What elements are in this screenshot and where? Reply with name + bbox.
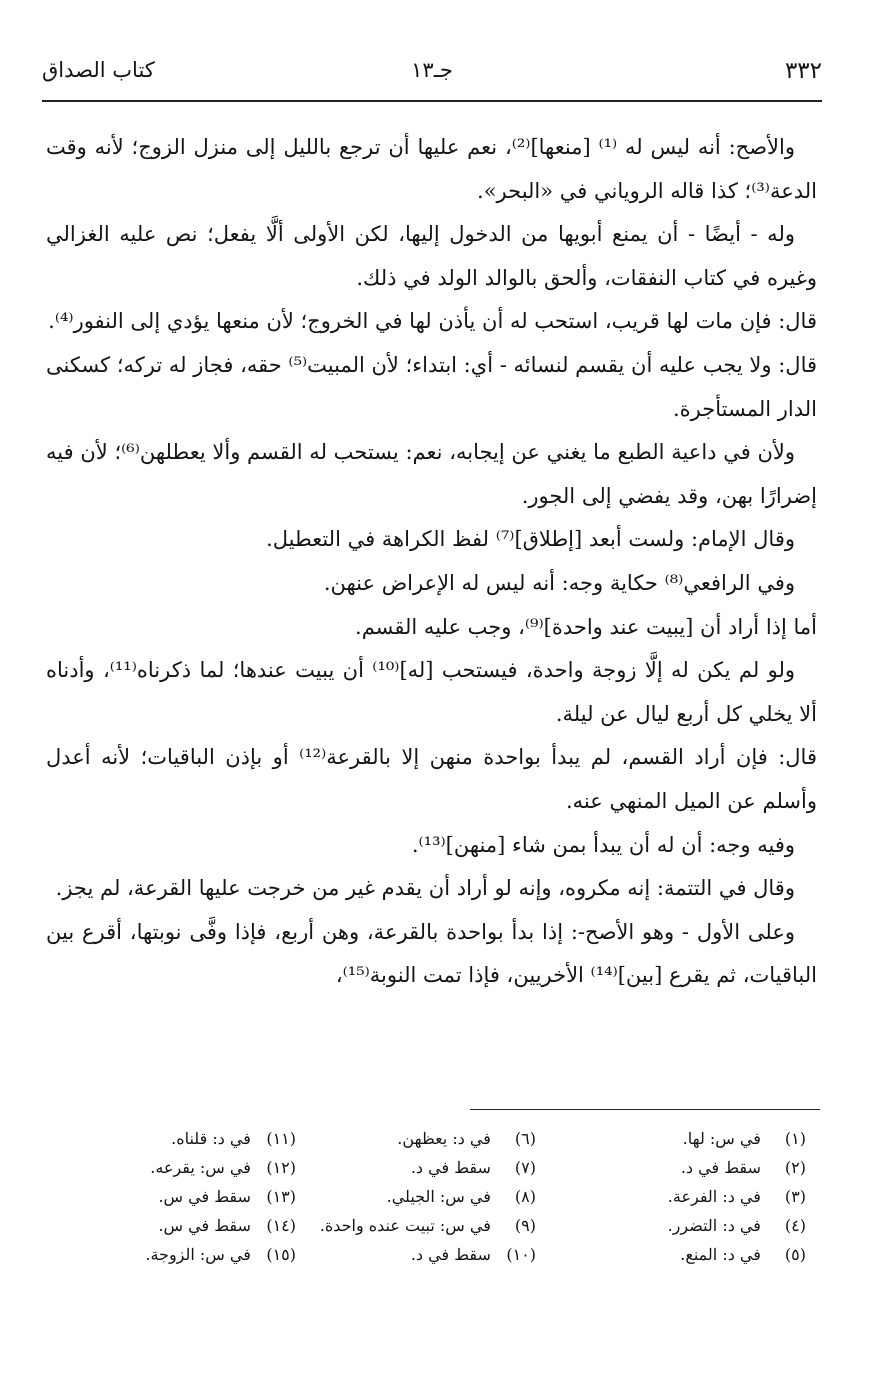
footnote-number: (٢) [784,1158,806,1177]
paragraph: وعلى الأول - وهو الأصح-: إذا بدأ بواحدة بالقرعة، وهن أربع، فإذا وفَّى نوبتها، أقرع بين الباقيات، ثم يقرع [بين]⁽¹⁴⁾ الأخريين، فإذا تمت النوبة⁽¹⁵⁾، [46,919,817,988]
footnote-text: في د: يعظهن. [397,1129,491,1148]
paragraph: والأصح: أنه ليس له ⁽¹⁾ [منعها]⁽²⁾، نعم عليها أن ترجع بالليل إلى منزل الزوج؛ لأنه وقت الدعة⁽³⁾؛ كذا قاله الروياني في «البحر». [46,135,817,203]
footnote [61,1211,296,1240]
footnote-number: (١) [784,1129,806,1148]
footnote-text: في س: الجيلي. [386,1187,491,1206]
footnote-text: سقط في س. [158,1216,251,1235]
footnote-number: (١٤) [266,1216,296,1235]
footnote-number: (٣) [784,1187,806,1206]
footnote-column [301,1124,536,1269]
paragraph: أما إذا أراد أن [يبيت عند واحدة]⁽⁹⁾، وجب عليه القسم. [355,614,817,639]
footnote-number: (٥) [784,1245,806,1264]
paragraph: قال: فإن مات لها قريب، استحب له أن يأذن لها في الخروج؛ لأن منعها يؤدي إلى النفور⁽⁴⁾. [48,309,817,334]
paragraph: وفي الرافعي⁽⁸⁾ حكاية وجه: أنه ليس له الإعراض عنهن. [323,570,795,595]
footnote-text: في س: لها. [682,1129,761,1148]
footnote [301,1240,536,1269]
footnote-column [571,1124,806,1269]
footnote-column [61,1124,296,1269]
footnote-number: (١٢) [266,1158,296,1177]
footnote-text: سقط في د. [410,1245,491,1264]
footnote [571,1153,806,1182]
footnote-text: سقط في د. [410,1158,491,1177]
footnote-number: (٨) [514,1187,536,1206]
footnote-number: (١٣) [266,1187,296,1206]
paragraph: ولأن في داعية الطبع ما يغني عن إيجابه، نعم: يستحب له القسم وألا يعطلهن⁽⁶⁾؛ لأن فيه إضرارًا بهن، وقد يفضي إلى الجور. [46,440,817,508]
footnote [61,1153,296,1182]
paragraph: ولو لم يكن له إلَّا زوجة واحدة، فيستحب [له]⁽¹⁰⁾ أن يبيت عندها؛ لما ذكرناه⁽¹¹⁾، وأدناه ألا يخلي كل أربع ليال عن ليلة. [46,658,817,726]
volume-label: جـ١٣ [411,58,453,82]
page-number: ٣٣٢ [784,58,822,84]
footnote-number: (٦) [514,1129,536,1148]
footnote [301,1211,536,1240]
footnote-text: سقط في س. [158,1187,251,1206]
footnotes [46,1124,806,1304]
paragraph: وقال الإمام: ولست أبعد [إطلاق]⁽⁷⁾ لفظ الكراهة في التعطيل. [266,527,795,552]
footnote-number: (٤) [784,1216,806,1235]
footnote [301,1124,536,1153]
footnote [571,1124,806,1153]
paragraph: قال: فإن أراد القسم، لم يبدأ بواحدة منهن إلا بالقرعة⁽¹²⁾ أو بإذن الباقيات؛ لأنه أعدل وأسلم عن الميل المنهي عنه. [46,745,817,813]
paragraph: وفيه وجه: أن له أن يبدأ بمن شاء [منهن]⁽¹³⁾. [411,832,795,857]
paragraph: وله - أيضًا - أن يمنع أبويها من الدخول إليها، لكن الأولى ألَّا يفعل؛ نص عليه الغزالي وغيره في كتاب النفقات، وألحق بالوالد الولد في ذلك. [46,222,817,290]
footnote-divider [470,1109,820,1110]
footnote-text: في س: يقرعه. [150,1158,251,1177]
book-title: كتاب الصداق [42,58,155,82]
footnote [61,1124,296,1153]
footnote [61,1240,296,1269]
footnote-text: في د: التضرر. [667,1216,761,1235]
footnote-number: (١١) [266,1129,296,1148]
footnote-text: في س: تبيت عنده واحدة. [319,1216,491,1235]
paragraph: وقال في التتمة: إنه مكروه، وإنه لو أراد أن يقدم غير من خرجت عليها القرعة، لم يجز. [55,876,795,901]
paragraph: قال: ولا يجب عليه أن يقسم لنسائه - أي: ابتداء؛ لأن المبيت⁽⁵⁾ حقه، فجاز له تركه؛ كسكنى الدار المستأجرة. [46,352,818,421]
footnote [571,1240,806,1269]
footnote [571,1211,806,1240]
footnote-text: في د: المنع. [680,1245,761,1264]
footnote [301,1182,536,1211]
footnote-text: سقط في د. [680,1158,761,1177]
footnote-text: في د: الفرعة. [667,1187,761,1206]
footnote-number: (١٥) [266,1245,296,1264]
running-header [42,58,822,98]
main-text [46,126,817,998]
footnote-number: (١٠) [506,1245,536,1264]
footnote-text: في س: الزوجة. [145,1245,251,1264]
footnote-text: في د: قلناه. [171,1129,251,1148]
header-divider [42,100,822,102]
footnote [61,1182,296,1211]
footnote-number: (٩) [514,1216,536,1235]
footnote [301,1153,536,1182]
footnote-number: (٧) [514,1158,536,1177]
footnote [571,1182,806,1211]
